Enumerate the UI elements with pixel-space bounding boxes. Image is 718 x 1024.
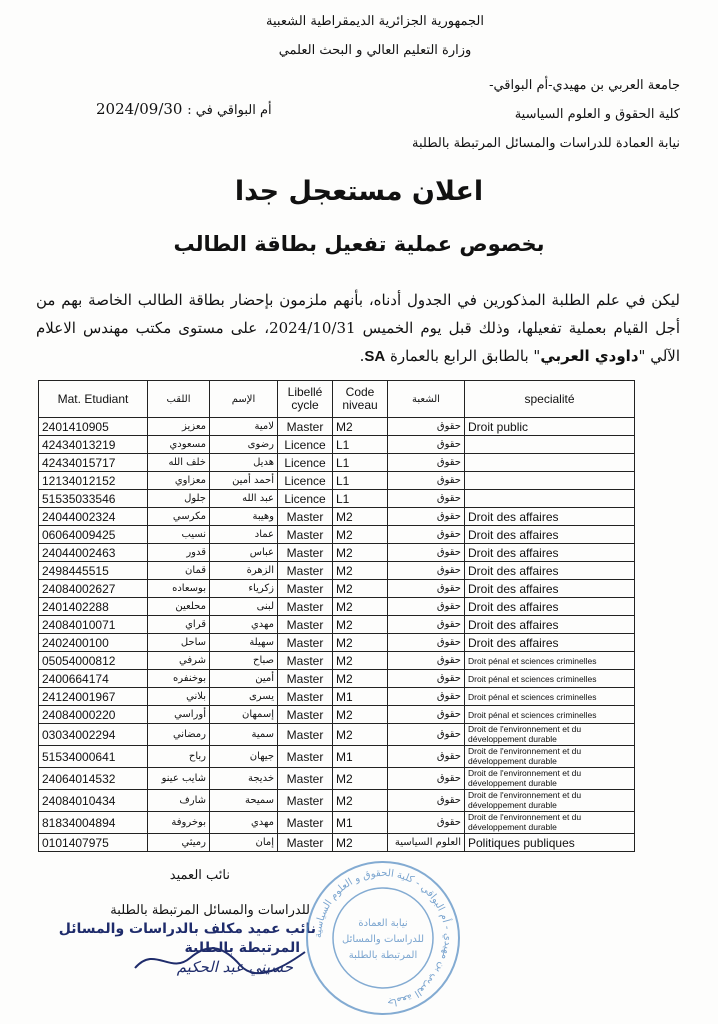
table-row: [39, 834, 635, 852]
cell-filiere: حقوق: [388, 706, 465, 724]
cell-nom: بوسعاده: [148, 580, 210, 598]
cell-filiere: حقوق: [388, 652, 465, 670]
cell-prenom: وهيبة: [210, 508, 278, 526]
date-place: أم البواقي في :: [187, 103, 272, 118]
cell-mat: 2402400100: [39, 634, 148, 652]
cell-code: M2: [333, 790, 388, 812]
cell-nom: بوخروفة: [148, 812, 210, 834]
cell-nom: قمان: [148, 562, 210, 580]
cell-spec: Droit des affaires: [465, 544, 635, 562]
col-header-prenom: الإسم: [210, 381, 278, 418]
stamp-center-line2: للدراسات والمسائل: [342, 934, 424, 945]
cell-mat: 0101407975: [39, 834, 148, 852]
cell-filiere: حقوق: [388, 616, 465, 634]
cell-spec: Droit de l'environnement et du développement durable: [465, 768, 635, 790]
cell-code: M2: [333, 418, 388, 436]
cell-spec: Droit public: [465, 418, 635, 436]
cell-code: M2: [333, 562, 388, 580]
cell-nom: رميثي: [148, 834, 210, 852]
cell-mat: 24124001967: [39, 688, 148, 706]
header-faculty: كلية الحقوق و العلوم السياسية: [514, 107, 680, 122]
cell-cycle: Master: [278, 562, 333, 580]
cell-prenom: عباس: [210, 544, 278, 562]
cell-cycle: Master: [278, 508, 333, 526]
cell-cycle: Licence: [278, 490, 333, 508]
cell-prenom: يسرى: [210, 688, 278, 706]
cell-prenom: عبد الله: [210, 490, 278, 508]
body-text-middle: " بالطابق الرابع بالعمارة: [385, 347, 541, 365]
table-row: [39, 634, 635, 652]
signature-stamp-line2: المرتبطة بالطلبة: [184, 940, 300, 956]
cell-filiere: العلوم السياسية: [388, 834, 465, 852]
cell-prenom: أحمد أمين: [210, 472, 278, 490]
cell-prenom: الزهرة: [210, 562, 278, 580]
announcement-body: [36, 286, 680, 371]
cell-spec: [465, 472, 635, 490]
table-row: [39, 652, 635, 670]
cell-spec: Droit des affaires: [465, 616, 635, 634]
cell-filiere: حقوق: [388, 812, 465, 834]
cell-spec: Droit de l'environnement et du développement durable: [465, 790, 635, 812]
cell-prenom: جيهان: [210, 746, 278, 768]
cell-filiere: حقوق: [388, 634, 465, 652]
cell-nom: قراي: [148, 616, 210, 634]
cell-mat: 24044002463: [39, 544, 148, 562]
table-row: [39, 436, 635, 454]
cell-cycle: Master: [278, 670, 333, 688]
cell-prenom: مهدي: [210, 616, 278, 634]
table-row: [39, 526, 635, 544]
cell-mat: 51535033546: [39, 490, 148, 508]
header-ministry: وزارة التعليم العالي و البحث العلمي: [278, 43, 472, 58]
cell-filiere: حقوق: [388, 454, 465, 472]
stamp-center-line1: نيابة العمادة: [358, 918, 408, 929]
cell-prenom: رضوى: [210, 436, 278, 454]
cell-filiere: حقوق: [388, 544, 465, 562]
cell-code: M1: [333, 812, 388, 834]
cell-prenom: إسمهان: [210, 706, 278, 724]
cell-code: M2: [333, 580, 388, 598]
cell-spec: Droit de l'environnement et du développement durable: [465, 724, 635, 746]
date-value: 2024/09/30: [96, 100, 183, 118]
cell-cycle: Licence: [278, 454, 333, 472]
cell-nom: ساحل: [148, 634, 210, 652]
cell-filiere: حقوق: [388, 436, 465, 454]
cell-code: L1: [333, 454, 388, 472]
cell-filiere: حقوق: [388, 562, 465, 580]
table-row: [39, 562, 635, 580]
cell-prenom: لامية: [210, 418, 278, 436]
cell-cycle: Master: [278, 790, 333, 812]
header-republic: الجمهورية الجزائرية الديمقراطية الشعبية: [266, 14, 484, 29]
cell-code: M2: [333, 768, 388, 790]
cell-prenom: أمين: [210, 670, 278, 688]
cell-cycle: Master: [278, 724, 333, 746]
cell-prenom: سهيلة: [210, 634, 278, 652]
table-row: [39, 490, 635, 508]
cell-prenom: صباح: [210, 652, 278, 670]
cell-cycle: Master: [278, 706, 333, 724]
cell-cycle: Master: [278, 688, 333, 706]
cell-filiere: حقوق: [388, 724, 465, 746]
table-row: [39, 706, 635, 724]
cell-filiere: حقوق: [388, 768, 465, 790]
cell-spec: [465, 454, 635, 472]
cell-code: L1: [333, 436, 388, 454]
cell-filiere: حقوق: [388, 670, 465, 688]
cell-cycle: Master: [278, 598, 333, 616]
cell-cycle: Licence: [278, 436, 333, 454]
announcement-title: اعلان مستعجل جدا: [234, 176, 484, 207]
stamp-ring-text: جامعة العربي بن مهيدي - أم البواقي - كلية الحقوق و العلوم السياسية: [312, 867, 454, 1008]
cell-cycle: Master: [278, 652, 333, 670]
cell-code: M2: [333, 526, 388, 544]
cell-spec: Politiques publiques: [465, 834, 635, 852]
cell-mat: 2401402288: [39, 598, 148, 616]
official-stamp: [303, 858, 463, 1018]
cell-mat: 06064009425: [39, 526, 148, 544]
cell-code: M2: [333, 598, 388, 616]
table-row: [39, 616, 635, 634]
cell-mat: 2401410905: [39, 418, 148, 436]
cell-nom: نسيب: [148, 526, 210, 544]
col-header-nom: اللقب: [148, 381, 210, 418]
handwritten-signature: [130, 940, 310, 980]
table-row: [39, 746, 635, 768]
cell-nom: رمضاني: [148, 724, 210, 746]
col-header-cycle: Libellé cycle: [278, 381, 333, 418]
signature-stamp-line1: نائب عميد مكلف بالدراسات والمسائل: [58, 921, 316, 937]
cell-mat: 81834004894: [39, 812, 148, 834]
students-table: [38, 380, 635, 852]
header-date-line: [96, 100, 272, 118]
cell-filiere: حقوق: [388, 790, 465, 812]
col-header-mat: Mat. Etudiant: [39, 381, 148, 418]
col-header-filiere: الشعبة: [388, 381, 465, 418]
cell-code: M2: [333, 616, 388, 634]
cell-nom: معزيز: [148, 418, 210, 436]
table-row: [39, 472, 635, 490]
cell-code: M1: [333, 746, 388, 768]
header-university: جامعة العربي بن مهيدي-أم البواقي-: [489, 78, 680, 93]
cell-mat: 24084000220: [39, 706, 148, 724]
cell-mat: 24064014532: [39, 768, 148, 790]
cell-mat: 51534000641: [39, 746, 148, 768]
cell-filiere: حقوق: [388, 580, 465, 598]
cell-mat: 12134012152: [39, 472, 148, 490]
cell-code: M2: [333, 544, 388, 562]
table-body: [39, 418, 635, 852]
signature-title: نائب العميد: [169, 868, 230, 883]
table-row: [39, 418, 635, 436]
cell-spec: Droit de l'environnement et du développement durable: [465, 746, 635, 768]
cell-mat: 2498445515: [39, 562, 148, 580]
cell-filiere: حقوق: [388, 508, 465, 526]
table-row: [39, 790, 635, 812]
cell-prenom: لبنى: [210, 598, 278, 616]
cell-spec: Droit des affaires: [465, 598, 635, 616]
cell-code: L1: [333, 490, 388, 508]
cell-code: M2: [333, 834, 388, 852]
signer-name: حسيني عبد الحكيم: [176, 958, 293, 976]
cell-code: M2: [333, 724, 388, 746]
cell-cycle: Licence: [278, 472, 333, 490]
cell-filiere: حقوق: [388, 688, 465, 706]
cell-filiere: حقوق: [388, 490, 465, 508]
cell-nom: مكرسي: [148, 508, 210, 526]
cell-prenom: سمية: [210, 724, 278, 746]
cell-nom: رباح: [148, 746, 210, 768]
cell-cycle: Master: [278, 616, 333, 634]
cell-cycle: Master: [278, 526, 333, 544]
cell-code: M2: [333, 652, 388, 670]
cell-code: L1: [333, 472, 388, 490]
body-text-end: .: [359, 347, 365, 365]
cell-spec: [465, 436, 635, 454]
cell-cycle: Master: [278, 768, 333, 790]
cell-spec: Droit des affaires: [465, 634, 635, 652]
cell-cycle: Master: [278, 746, 333, 768]
cell-code: M2: [333, 508, 388, 526]
table-header-row: [39, 381, 635, 418]
cell-prenom: سميحة: [210, 790, 278, 812]
col-header-code: Code niveau: [333, 381, 388, 418]
cell-cycle: Master: [278, 544, 333, 562]
cell-mat: 42434015717: [39, 454, 148, 472]
cell-nom: أوراسي: [148, 706, 210, 724]
cell-prenom: عماد: [210, 526, 278, 544]
table-row: [39, 598, 635, 616]
cell-code: M2: [333, 706, 388, 724]
table-row: [39, 768, 635, 790]
table-row: [39, 670, 635, 688]
cell-spec: Droit pénal et sciences criminelles: [465, 652, 635, 670]
header-vice-deanship: نيابة العمادة للدراسات والمسائل المرتبطة بالطلبة: [412, 136, 680, 151]
cell-code: M1: [333, 688, 388, 706]
cell-spec: Droit pénal et sciences criminelles: [465, 670, 635, 688]
cell-prenom: مهدي: [210, 812, 278, 834]
cell-filiere: حقوق: [388, 598, 465, 616]
table-row: [39, 724, 635, 746]
cell-filiere: حقوق: [388, 746, 465, 768]
cell-cycle: Master: [278, 634, 333, 652]
cell-spec: Droit des affaires: [465, 580, 635, 598]
table-row: [39, 508, 635, 526]
cell-nom: بلاني: [148, 688, 210, 706]
cell-prenom: زكرياء: [210, 580, 278, 598]
table-row: [39, 454, 635, 472]
cell-spec: Droit pénal et sciences criminelles: [465, 688, 635, 706]
cell-nom: جلول: [148, 490, 210, 508]
cell-nom: معزاوي: [148, 472, 210, 490]
cell-mat: 42434013219: [39, 436, 148, 454]
cell-nom: بوخنفره: [148, 670, 210, 688]
cell-prenom: هديل: [210, 454, 278, 472]
cell-spec: Droit de l'environnement et du développement durable: [465, 812, 635, 834]
table-row: [39, 812, 635, 834]
signature-subtitle: للدراسات والمسائل المرتبطة بالطلبة: [110, 903, 310, 918]
cell-nom: خلف الله: [148, 454, 210, 472]
cell-spec: Droit des affaires: [465, 562, 635, 580]
cell-mat: 24044002324: [39, 508, 148, 526]
cell-cycle: Master: [278, 580, 333, 598]
cell-nom: محلعين: [148, 598, 210, 616]
cell-nom: شرفي: [148, 652, 210, 670]
cell-mat: 2400664174: [39, 670, 148, 688]
cell-mat: 05054000812: [39, 652, 148, 670]
cell-filiere: حقوق: [388, 526, 465, 544]
cell-filiere: حقوق: [388, 418, 465, 436]
body-text-before: ليكن في علم الطلبة المذكورين في الجدول أدناه، بأنهم ملزمون بإحضار بطاقة الطالب الخاصة بهم من أجل القيام بعملية تفعيلها، وذلك قبل يوم الخميس 2024/10/31، على مستوى مكتب مهندس الاعلام الآلي ": [36, 291, 681, 365]
cell-prenom: إمان: [210, 834, 278, 852]
cell-spec: [465, 490, 635, 508]
cell-mat: 24084010434: [39, 790, 148, 812]
table-row: [39, 688, 635, 706]
cell-nom: مسعودي: [148, 436, 210, 454]
col-header-spec: specialité: [465, 381, 635, 418]
cell-cycle: Master: [278, 812, 333, 834]
cell-code: M2: [333, 634, 388, 652]
cell-prenom: خديجة: [210, 768, 278, 790]
cell-spec: Droit des affaires: [465, 526, 635, 544]
cell-nom: قدور: [148, 544, 210, 562]
table-row: [39, 544, 635, 562]
cell-mat: 03034002294: [39, 724, 148, 746]
cell-nom: شارف: [148, 790, 210, 812]
cell-cycle: Master: [278, 418, 333, 436]
cell-mat: 24084010071: [39, 616, 148, 634]
cell-nom: شايب عينو: [148, 768, 210, 790]
building-code: SA: [364, 348, 386, 365]
engineer-name: داودي العربي: [540, 347, 639, 365]
announcement-subtitle: بخصوص عملية تفعيل بطاقة الطالب: [173, 232, 545, 256]
cell-filiere: حقوق: [388, 472, 465, 490]
cell-mat: 24084002627: [39, 580, 148, 598]
cell-code: M2: [333, 670, 388, 688]
cell-spec: Droit pénal et sciences criminelles: [465, 706, 635, 724]
table-row: [39, 580, 635, 598]
cell-cycle: Master: [278, 834, 333, 852]
cell-spec: Droit des affaires: [465, 508, 635, 526]
stamp-center-line3: المرتبطة بالطلبة: [348, 950, 418, 961]
